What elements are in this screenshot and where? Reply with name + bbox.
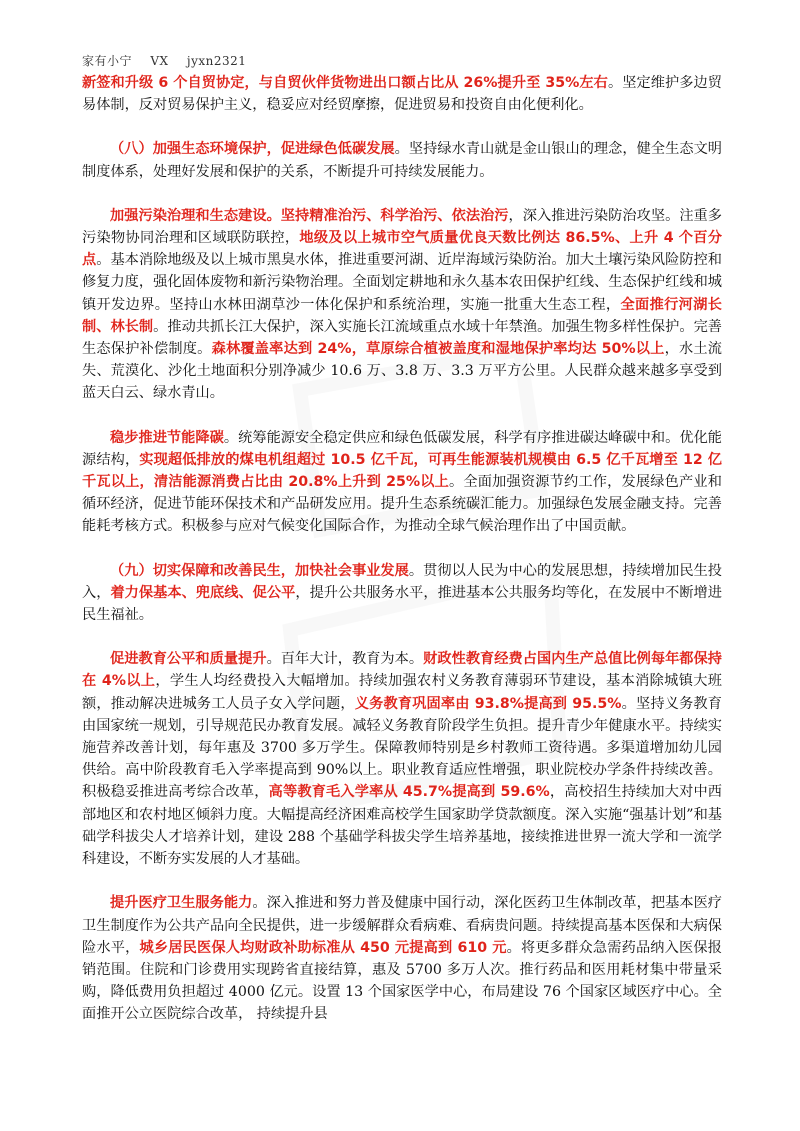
body-text: 。百年大计，教育为本。 xyxy=(266,651,424,668)
document-body xyxy=(82,72,722,1048)
body-text: ，水土流失、荒漠化、沙化土地面积分别净减少 10.6 万、3.8 万、3.3 万平方公里。人民群众越来越多享受到蓝天白云、绿水青山。 xyxy=(82,341,722,402)
body-text: 。坚定维护多边贸易体制，反对贸易保护主义，稳妥应对经贸摩擦，促进贸易和投资自由化便利化。 xyxy=(82,75,722,114)
highlighted-text: 新签和升级 6 个自贸协定，与自贸伙伴货物进出口额占比从 26%提升至 35%左右 xyxy=(82,75,608,91)
body-text: 。坚持义务教育由国家统一规划，引导规范民办教育发展。减轻义务教育阶段学生负担。提升青少年健康水平。持续实施营养改善计划，每年惠及 3700 多万学生。保障教师特别是乡村教师工资待遇。多渠道增加幼儿园供给。高中阶段教育毛入学率提高到 90%以上。职业教育适应性增强，职业院校办学条件持续改善。积极稳妥推进高考综合改革， xyxy=(82,695,722,801)
highlighted-text: （九）切实保障和改善民生，加快社会事业发展 xyxy=(110,562,409,579)
highlighted-text: （八）加强生态环境保护，促进绿色低碳发展 xyxy=(110,141,395,158)
body-text: 。推动共抓长江大保护，深入实施长江流域重点水域十年禁渔。加强生物多样性保护。完善生态保护补偿制度。 xyxy=(82,318,722,358)
paragraph xyxy=(82,560,722,627)
page-header xyxy=(82,52,260,69)
body-text: ，深入推进污染防治攻坚。注重多污染物协同治理和区域联防联控， xyxy=(82,207,722,247)
body-text: 。坚持绿水青山就是金山银山的理念，健全生态文明制度体系，处理好发展和保护的关系，不断提升可持续发展能力。 xyxy=(82,141,722,180)
body-text: 。将更多群众急需药品纳入医保报销范围。住院和门诊费用实现跨省直接结算，惠及 5700 多万人次。推行药品和医用耗材集中带量采购，降低费用负担超过 4000 亿元。设置 13 个国家医学中心，布局建设 76 个国家区域医疗中心。全面推开公立医院综合改革， 持续提升县 xyxy=(82,939,722,1023)
body-text: 。深入推进和努力普及健康中国行动，深化医药卫生体制改革，把基本医疗卫生制度作为公共产品向全民提供，进一步缓解群众看病难、看病贵问题。持续提高基本医保和大病保险水平， xyxy=(82,895,722,956)
highlighted-text: 地级及以上城市空气质量优良天数比例达 86.5%、上升 4 个百分点 xyxy=(82,230,722,269)
highlighted-text: 高等教育毛入学率从 45.7%提高到 59.6% xyxy=(268,784,550,801)
highlighted-text: 促进教育公平和质量提升 xyxy=(110,651,267,668)
highlighted-text: 加强污染治理和生态建设。坚持精准治污、科学治污、依法治污 xyxy=(110,207,509,224)
body-text: ，高校招生持续加大对中西部地区和农村地区倾斜力度。大幅提高经济困难高校学生国家助学贷款额度。深入实施“强基计划”和基础学科拔尖人才培养计划，建设 288 个基础学科拔尖学生培养基地，接续推进世界一流大学和一流学科建设，不断夯实发展的人才基础。 xyxy=(82,784,722,868)
highlighted-text: 稳步推进节能降碳 xyxy=(110,429,224,446)
body-text: 。统筹能源安全稳定供应和绿色低碳发展，科学有序推进碳达峰碳中和。优化能源结构， xyxy=(82,429,722,468)
highlighted-text: 着力保基本、兜底线、促公平 xyxy=(110,584,296,601)
header-name: 家有小宁 xyxy=(82,54,133,68)
paragraph xyxy=(82,892,722,1025)
body-text: 。全面加强资源节约工作，发展绿色产业和循环经济，促进节能环保技术和产品研发应用。提升生态系统碳汇能力。加强绿色发展金融支持。完善能耗考核方式。积极参与应对气候变化国际合作，为推动全球气候治理作出了中国贡献。 xyxy=(82,474,722,535)
paragraph xyxy=(82,138,722,182)
body-text: ，提升公共服务水平，推进基本公共服务均等化，在发展中不断增进民生福祉。 xyxy=(82,584,722,624)
body-text: ，学生人均经费投入大幅增加。持续加强农村义务教育薄弱环节建设，基本消除城镇大班额，推动解决进城务工人员子女入学问题， xyxy=(82,673,722,712)
highlighted-text: 财政性教育经费占国内生产总值比例每年都保持在 4%以上 xyxy=(82,651,722,690)
highlighted-text: 提升医疗卫生服务能力 xyxy=(110,895,253,912)
body-text: 。基本消除地级及以上城市黑臭水体，推进重要河湖、近岸海域污染防治。加大土壤污染风险防控和修复力度，强化固体废物和新污染物治理。全面划定耕地和永久基本农田保护红线、生态保护红线和城镇开发边界。坚持山水林田湖草沙一体化保护和系统治理，实施一批重大生态工程， xyxy=(82,252,722,313)
highlighted-text: 全面推行河湖长制、林长制 xyxy=(82,296,722,335)
paragraph xyxy=(82,72,722,116)
paragraph xyxy=(82,648,722,870)
highlighted-text: 义务教育巩固率由 93.8%提高到 95.5% xyxy=(354,695,622,712)
paragraph xyxy=(82,427,722,538)
highlighted-text: 森林覆盖率达到 24%，草原综合植被盖度和湿地保护率均达 50%以上 xyxy=(211,341,665,358)
header-vx: VX xyxy=(150,54,169,68)
body-text: 。贯彻以人民为中心的发展思想，持续增加民生投入， xyxy=(82,562,722,601)
header-id: jyxn2321 xyxy=(186,54,247,68)
highlighted-text: 城乡居民医保人均财政补助标准从 450 元提高到 610 元 xyxy=(139,939,507,956)
paragraph xyxy=(82,205,722,405)
highlighted-text: 实现超低排放的煤电机组超过 10.5 亿千瓦，可再生能源装机规模由 6.5 亿千瓦增至 12 亿千瓦以上，清洁能源消费占比由 20.8%上升到 25%以上 xyxy=(82,451,722,491)
